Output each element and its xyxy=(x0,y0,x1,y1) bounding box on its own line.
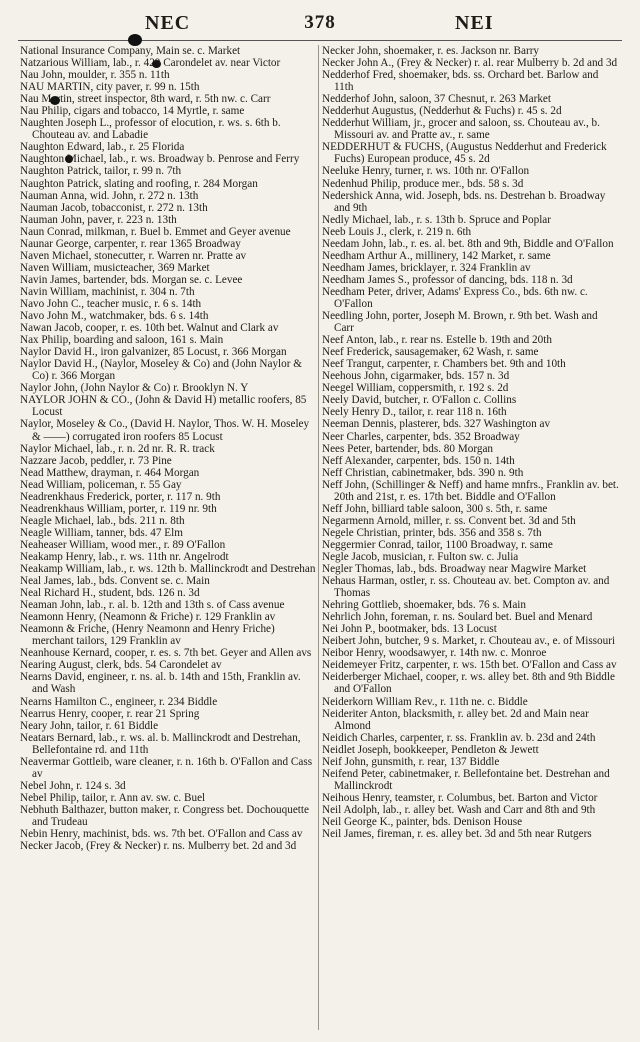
directory-entry: Nauman John, paver, r. 223 n. 13th xyxy=(20,213,177,226)
directory-entry: Necker Jacob, (Frey & Necker) r. ns. Mulberry bet. 2d and 3d xyxy=(20,840,297,853)
directory-entry: Neef Anton, lab., r. rear ns. Estelle b. 19th and 20th xyxy=(322,334,552,347)
directory-entry: Naylor David H., (Naylor, Moseley & Co) and (John Naylor & Co) r. 366 Morgan xyxy=(20,358,302,383)
directory-entry: Neidlet Joseph, bookkeeper, Pendleton & Jewett xyxy=(322,743,539,756)
directory-entry: Nedderhof John, saloon, 37 Chesnut, r. 263 Market xyxy=(322,93,551,106)
directory-entry: Neibert John, butcher, 9 s. Market, r. Chouteau av., e. of Missouri xyxy=(322,635,616,648)
directory-entry: Neidemeyer Fritz, carpenter, r. ws. 15th bet. O'Fallon and Cass av xyxy=(322,659,617,672)
directory-entry: Neaman John, lab., r. al. b. 12th and 13th s. of Cass avenue xyxy=(20,599,285,612)
directory-entry: Naunar George, carpenter, r. rear 1365 Broadway xyxy=(20,237,241,250)
directory-entry: Nearns Hamilton C., engineer, r. 234 Biddle xyxy=(20,695,218,708)
directory-entry: Neeman Dennis, plasterer, bds. 327 Washington av xyxy=(322,418,551,431)
directory-entry: Naughton Edward, lab., r. 25 Florida xyxy=(20,141,185,154)
header-right-key: NEI xyxy=(455,12,494,34)
directory-entry: Navo John C., teacher music, r. 6 s. 14th xyxy=(20,297,202,310)
directory-entry: Naun Conrad, milkman, r. Buel b. Emmet and Geyer avenue xyxy=(20,225,291,238)
directory-entry: Naven Michael, stonecutter, r. Warren nr. Pratte av xyxy=(20,249,247,262)
directory-entry: Negle Jacob, musician, r. Fulton sw. c. Julia xyxy=(322,550,519,563)
directory-entry: Nehaus Harman, ostler, r. ss. Chouteau av. bet. Compton av. and Thomas xyxy=(322,575,610,600)
directory-entry: Nau Philip, cigars and tobacco, 14 Myrtle, r. same xyxy=(20,105,245,118)
directory-entry: Nebin Henry, machinist, bds. ws. 7th bet. O'Fallon and Cass av xyxy=(20,828,303,841)
directory-entry: Needling John, porter, Joseph M. Brown, r. 9th bet. Wash and Carr xyxy=(322,310,598,335)
directory-entry: Nax Philip, boarding and saloon, 161 s. Main xyxy=(20,334,224,347)
right-column xyxy=(322,45,620,1035)
directory-entry: Nearing August, clerk, bds. 54 Carondelet av xyxy=(20,659,222,672)
directory-entry: Necker John, shoemaker, r. es. Jackson nr. Barry xyxy=(322,45,540,57)
directory-entry: Nazzare Jacob, peddler, r. 73 Pine xyxy=(20,454,172,467)
directory-entry: Neff Christian, cabinetmaker, bds. 390 n. 9th xyxy=(322,466,524,479)
directory-entry: Naylor Michael, lab., r. n. 2d nr. R. R. track xyxy=(20,442,215,455)
directory-entry: Necker John A., (Frey & Necker) r. al. rear Mulberry b. 2d and 3d xyxy=(322,57,618,70)
directory-entry: Navin James, bartender, bds. Morgan se. c. Levee xyxy=(20,273,243,286)
directory-entry: Neakamp William, lab., r. ws. 12th b. Mallinckrodt and Destrehan xyxy=(20,563,316,576)
directory-entry: Neer Charles, carpenter, bds. 352 Broadway xyxy=(322,430,520,443)
directory-entry: Neifend Peter, cabinetmaker, r. Bellefontaine bet. Destrehan and Mallinckrodt xyxy=(322,767,610,792)
directory-entry: Needam John, lab., r. es. al. bet. 8th and 9th, Biddle and O'Fallon xyxy=(322,237,614,250)
directory-entry: Neibor Henry, woodsawyer, r. 14th nw. c. Monroe xyxy=(322,647,547,660)
directory-entry: NAYLOR JOHN & CO., (John & David H) metallic roofers, 85 Locust xyxy=(20,394,307,419)
header-rule xyxy=(18,40,622,41)
directory-entry: Nead Matthew, drayman, r. 464 Morgan xyxy=(20,466,200,479)
directory-entry: Neegel William, coppersmith, r. 192 s. 2d xyxy=(322,382,509,395)
directory-entry: Neif John, gunsmith, r. rear, 137 Biddle xyxy=(322,755,500,768)
directory-entry: Naughton Michael, lab., r. ws. Broadway b. Penrose and Ferry xyxy=(20,153,300,166)
directory-entry: NAU MARTIN, city paver, r. 99 n. 15th xyxy=(20,81,200,94)
directory-entry: Neadrenkhaus Frederick, porter, r. 117 n. 9th xyxy=(20,490,221,503)
directory-entry: Neff John, billiard table saloon, 300 s. 5th, r. same xyxy=(322,502,548,515)
directory-entry: Neadrenkhaus William, porter, r. 119 nr. 9th xyxy=(20,502,217,515)
directory-entry: Neanhouse Kernard, cooper, r. es. s. 7th bet. Geyer and Allen avs xyxy=(20,647,312,660)
header-left-key: NEC xyxy=(145,12,191,34)
directory-entry: Neil George K., painter, bds. Denison House xyxy=(322,816,523,828)
directory-entry: Nauman Jacob, tobacconist, r. 272 n. 13th xyxy=(20,201,208,214)
directory-entry: Neil James, fireman, r. es. alley bet. 3d and 5th near Rutgers xyxy=(322,828,592,841)
directory-entry: Neff Alexander, carpenter, bds. 150 n. 14th xyxy=(322,454,515,467)
directory-entry: Negarmenn Arnold, miller, r. ss. Convent bet. 3d and 5th xyxy=(322,514,576,527)
directory-entry: Neamonn & Friche, (Henry Neamonn and Henry Friche) merchant tailors, 129 Franklin av xyxy=(20,623,275,648)
directory-entry: Nedershick Anna, wid. Joseph, bds. ns. Destrehan b. Broadway and 9th xyxy=(322,189,606,214)
directory-entry: Needham Arthur A., millinery, 142 Market, r. same xyxy=(322,249,551,262)
directory-entry: Nauman Anna, wid. John, r. 272 n. 13th xyxy=(20,189,199,202)
directory-entry: Nedly Michael, lab., r. s. 13th b. Spruce and Poplar xyxy=(322,213,551,226)
directory-entry: Nehrlich John, foreman, r. ns. Soulard bet. Buel and Menard xyxy=(322,611,593,624)
directory-entry: Nebhuth Balthazer, button maker, r. Congress bet. Dochouquette and Trudeau xyxy=(20,803,309,828)
directory-entry: Neiderkorn William Rev., r. 11th ne. c. Biddle xyxy=(322,695,528,708)
directory-entry: Neary John, tailor, r. 61 Biddle xyxy=(20,719,159,732)
directory-entry: Navin William, machinist, r. 304 n. 7th xyxy=(20,285,195,298)
directory-entry: Neideriter Anton, blacksmith, r. alley bet. 2d and Main near Almond xyxy=(322,707,589,732)
directory-entry: Nedderhut William, jr., grocer and saloon, ss. Chouteau av., b. Missouri av. and Pratte av., r. same xyxy=(322,117,600,142)
directory-entry: Neff John, (Schillinger & Neff) and hame mnfrs., Franklin av. bet. 20th and 21st, r. es. 17th bet. Biddle and O'Fallon xyxy=(322,478,619,503)
directory-entry: Nebel John, r. 124 s. 3d xyxy=(20,779,126,792)
directory-entry: Nedderhut Augustus, (Nedderhut & Fuchs) r. 45 s. 2d xyxy=(322,105,562,118)
directory-entry: Neef Frederick, sausagemaker, 62 Wash, r. same xyxy=(322,346,539,359)
directory-entry: Neaheaser William, wood mer., r. 89 O'Fallon xyxy=(20,538,226,551)
directory-entry: Naylor, Moseley & Co., (David H. Naylor, Thos. W. H. Moseley & ——) corrugated iron roofers 85 Locust xyxy=(20,418,310,443)
left-column xyxy=(20,45,316,1035)
directory-entry: NEDDERHUT & FUCHS, (Augustus Nedderhut and Frederick Fuchs) European produce, 45 s. 2d xyxy=(322,141,607,166)
directory-entry: Negele Christian, printer, bds. 356 and 358 s. 7th xyxy=(322,526,542,539)
directory-entry: Neef Trangut, carpenter, r. Chambers bet. 9th and 10th xyxy=(322,358,566,371)
directory-entry: Neely David, butcher, r. O'Fallon c. Collins xyxy=(322,394,517,407)
directory-entry: Nearns David, engineer, r. ns. al. b. 14th and 15th, Franklin av. and Wash xyxy=(20,671,301,696)
directory-entry: National Insurance Company, Main se. c. Market xyxy=(20,45,241,57)
directory-entry: Naylor John, (John Naylor & Co) r. Brooklyn N. Y xyxy=(20,382,249,395)
directory-entry: Neal Richard H., student, bds. 126 n. 3d xyxy=(20,587,200,600)
directory-entry: Needham James, bricklayer, r. 324 Franklin av xyxy=(322,261,531,274)
directory-entry: Neidich Charles, carpenter, r. ss. Franklin av. b. 23d and 24th xyxy=(322,731,596,744)
directory-entry: Nebel Philip, tailor, r. Ann av. sw. c. Buel xyxy=(20,791,206,804)
column-divider xyxy=(318,45,319,1030)
directory-entry: Naughton Patrick, slating and roofing, r. 284 Morgan xyxy=(20,177,258,190)
directory-entry: Navo John M., watchmaker, bds. 6 s. 14th xyxy=(20,310,209,323)
directory-entry: Nearrus Henry, cooper, r. rear 21 Spring xyxy=(20,707,200,720)
directory-entry: Nees Peter, bartender, bds. 80 Morgan xyxy=(322,442,494,455)
directory-entry: Neatars Bernard, lab., r. ws. al. b. Mallinckrodt and Destrehan, Bellefontaine rd. and 11th xyxy=(20,731,301,756)
directory-entry: Neavermar Gottleib, ware cleaner, r. n. 16th b. O'Fallon and Cass av xyxy=(20,755,313,780)
directory-entry: Nau Martin, street inspector, 8th ward, r. 5th nw. c. Carr xyxy=(20,93,271,106)
directory-entry: Nei John P., bootmaker, bds. 13 Locust xyxy=(322,623,497,636)
directory-entry: Nedderhof Fred, shoemaker, bds. ss. Orchard bet. Barlow and 11th xyxy=(322,69,599,94)
page-header xyxy=(0,12,640,38)
directory-entry: Neiderberger Michael, cooper, r. ws. alley bet. 8th and 9th Biddle and O'Fallon xyxy=(322,671,615,696)
directory-entry: Neehous John, cigarmaker, bds. 157 n. 3d xyxy=(322,370,510,383)
directory-entry: Needham Peter, driver, Adams' Express Co., bds. 6th nw. c. O'Fallon xyxy=(322,285,588,310)
directory-entry: Neihous Henry, teamster, r. Columbus, bet. Barton and Victor xyxy=(322,791,598,804)
directory-entry: Nedenhud Philip, produce mer., bds. 58 s. 3d xyxy=(322,177,524,190)
page-number: 378 xyxy=(304,12,336,33)
directory-entry: Nawan Jacob, cooper, r. es. 10th bet. Walnut and Clark av xyxy=(20,322,279,335)
directory-entry: Neagle William, tanner, bds. 47 Elm xyxy=(20,526,183,539)
directory-entry: Nead William, policeman, r. 55 Gay xyxy=(20,478,182,491)
directory-entry: Negler Thomas, lab., bds. Broadway near Magwire Market xyxy=(322,563,587,576)
directory-entry: Neagle Michael, lab., bds. 211 n. 8th xyxy=(20,514,185,527)
directory-entry: Neeluke Henry, turner, r. ws. 10th nr. O'Fallon xyxy=(322,165,530,178)
directory-entry: Needham James S., professor of dancing, bds. 118 n. 3d xyxy=(322,273,573,286)
directory-entry: Neamonn Henry, (Neamonn & Friche) r. 129 Franklin av xyxy=(20,611,276,624)
directory-entry: Neely Henry D., tailor, r. rear 118 n. 16th xyxy=(322,406,507,419)
directory-entry: Naven William, musicteacher, 369 Market xyxy=(20,261,210,274)
directory-entry: Neggermier Conrad, tailor, 1100 Broadway, r. same xyxy=(322,538,553,551)
directory-entry: Nau John, moulder, r. 355 n. 11th xyxy=(20,69,170,82)
directory-entry: Naylor David H., iron galvanizer, 85 Locust, r. 366 Morgan xyxy=(20,346,287,359)
directory-entry: Neal James, lab., bds. Convent se. c. Main xyxy=(20,575,210,588)
directory-entry: Natzarious William, lab., r. 429 Carondelet av. near Victor xyxy=(20,57,281,70)
directory-entry: Naughton Patrick, tailor, r. 99 n. 7th xyxy=(20,165,182,178)
directory-entry: Nehring Gottlieb, shoemaker, bds. 76 s. Main xyxy=(322,599,527,612)
directory-entry: Neakamp Henry, lab., r. ws. 11th nr. Angelrodt xyxy=(20,550,229,563)
directory-entry: Neeb Louis J., clerk, r. 219 n. 6th xyxy=(322,225,472,238)
directory-entry: Naughten Joseph L., professor of elocution, r. ws. s. 6th b. Chouteau av. and Labadie xyxy=(20,117,281,142)
directory-entry: Neil Adolph, lab., r. alley bet. Wash and Carr and 8th and 9th xyxy=(322,803,596,816)
